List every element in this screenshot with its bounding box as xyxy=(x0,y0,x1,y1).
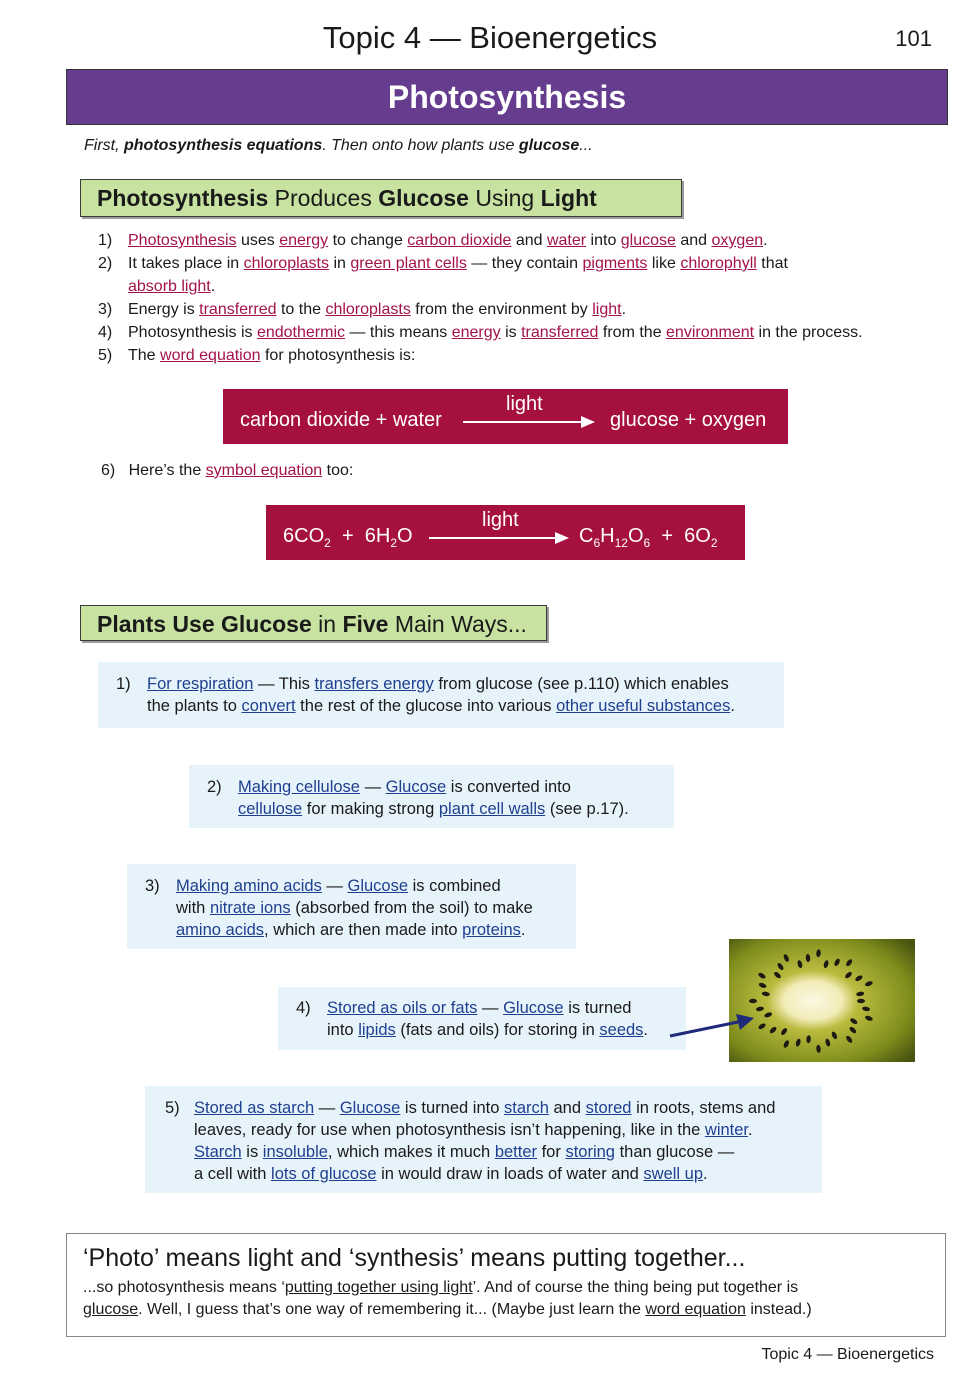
page-number: 101 xyxy=(895,26,932,51)
kiwi-fruit-image xyxy=(729,939,915,1062)
symbol-equation-reactants: $6CO_2 + 6H_2O$ xyxy=(283,525,413,550)
list-item: 5) The word equation for photosynthesis is: xyxy=(98,347,416,364)
section-heading-glucose-uses: Plants Use Glucose in Five Main Ways... xyxy=(80,605,547,641)
glucose-use-amino-acids: 3) Making amino acids — Glucose is combined with nitrate ions (absorbed from the soil) to make amino acids, which are then made into proteins. xyxy=(127,864,576,949)
list-item-symbol-equation: 6) Here’s the symbol equation too: xyxy=(101,462,354,479)
arrow-right-icon xyxy=(555,532,569,544)
kiwi-seeds-illustration xyxy=(729,939,915,1062)
arrow-to-seeds-icon xyxy=(668,1010,758,1040)
symbol-equation-condition: light xyxy=(482,509,519,531)
reaction-arrow-line xyxy=(463,421,583,423)
kiwi-seed xyxy=(749,999,757,1003)
list-item: 2) It takes place in chloroplasts in green plant cells — they contain pigments like chlorophyll that absorb light. xyxy=(98,255,788,295)
glucose-use-oils-fats: 4) Stored as oils or fats — Glucose is turned into lipids (fats and oils) for storing in seeds. xyxy=(278,987,686,1050)
glucose-use-respiration: 1) For respiration — This transfers energy from glucose (see p.110) which enables the plants to convert the rest of the glucose into various other useful substances. xyxy=(98,662,784,728)
word-equation-reactants: carbon dioxide + water xyxy=(240,409,442,431)
list-item: 1) Photosynthesis uses energy to change carbon dioxide and water into glucose and oxygen. xyxy=(98,232,768,249)
page-footer-topic: Topic 4 — Bioenergetics xyxy=(761,1346,934,1363)
word-equation-condition: light xyxy=(506,393,543,415)
list-item: 3) Energy is transferred to the chloroplasts from the environment by light. xyxy=(98,301,627,318)
symbol-equation-box xyxy=(266,505,745,560)
section-heading-photosynthesis: Photosynthesis Produces Glucose Using Light xyxy=(80,179,682,217)
arrow-right-icon xyxy=(581,416,595,428)
word-equation-box xyxy=(223,389,788,444)
photosynthesis-facts-list xyxy=(98,229,938,367)
list-item: 4) Photosynthesis is endothermic — this means energy is transferred from the environment in the process. xyxy=(98,324,863,341)
tip-heading: ‘Photo’ means light and ‘synthesis’ means putting together... xyxy=(83,1244,746,1272)
glucose-use-cellulose: 2) Making cellulose — Glucose is converted into cellulose for making strong plant cell walls (see p.17). xyxy=(189,765,674,828)
kiwi-seed xyxy=(857,999,865,1003)
glucose-use-starch: 5) Stored as starch — Glucose is turned into starch and stored in roots, stems and leaves, ready for use when photosynthesis isn’t happening, like in the winter. Starch is insoluble, which makes it much better for storing than glucose — a cell with lots of glucose in would draw in loads of water and swell up. xyxy=(145,1086,822,1193)
tip-body: ...so photosynthesis means ‘putting together using light’. And of course the thing being put together is glucose. Well, I guess that’s one way of remembering it... (Maybe just learn the word equation instead.) xyxy=(83,1279,812,1318)
revision-tip-box xyxy=(66,1233,946,1337)
page-header-topic: Topic 4 — Bioenergetics xyxy=(322,20,658,55)
page-title-banner: Photosynthesis xyxy=(66,69,948,125)
word-equation-products: glucose + oxygen xyxy=(610,409,767,431)
intro-text: First, photosynthesis equations. Then onto how plants use glucose... xyxy=(84,137,593,154)
symbol-equation-products: $C_6H_{12}O_6 + 6O_2$ xyxy=(579,525,718,550)
reaction-arrow-line xyxy=(429,537,557,539)
